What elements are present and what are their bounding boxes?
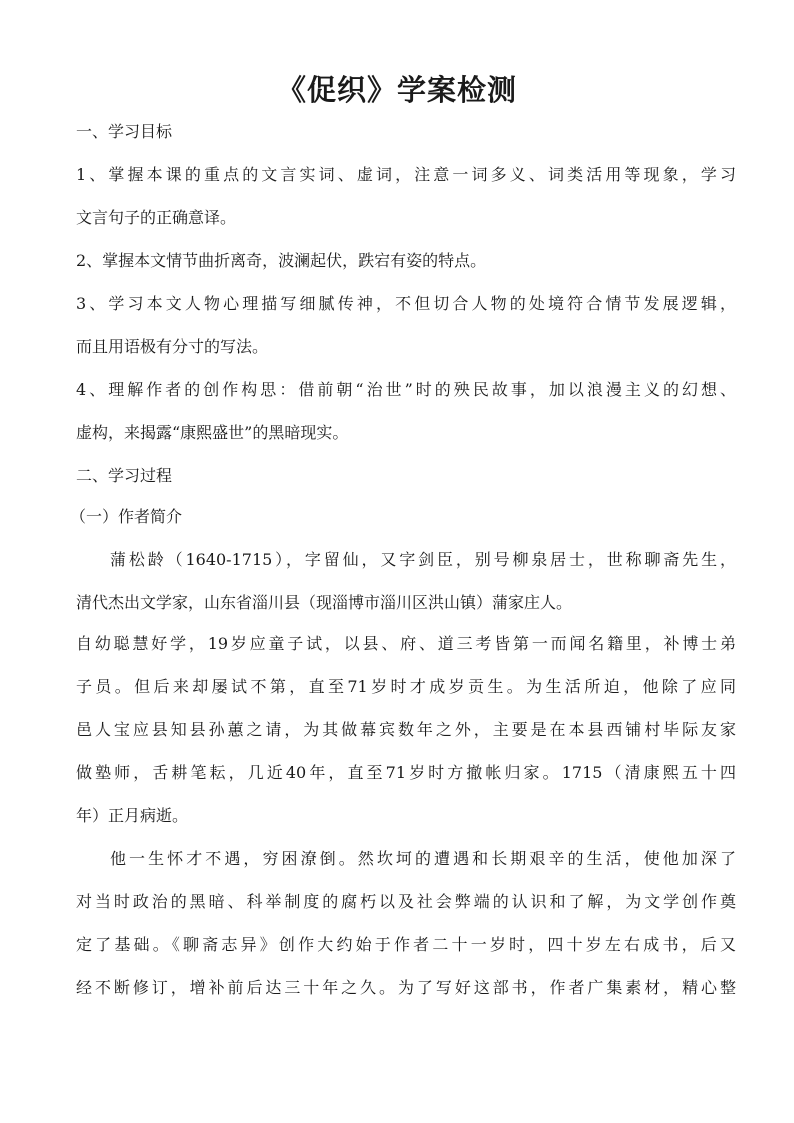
objective-3-line-2: 而且用语极有分寸的写法。	[76, 337, 269, 356]
author-paragraph-3-line-3: 定了基础。《聊斋志异》创作大约始于作者二十一岁时，四十岁左右成书，后又	[76, 935, 736, 954]
author-paragraph-3-line-1: 他一生怀才不遇，穷困潦倒。然坎坷的遭遇和长期艰辛的生活，使他加深了	[110, 849, 736, 868]
author-paragraph-2-line-3: 邑人宝应县知县孙蕙之请，为其做幕宾数年之外，主要是在本县西铺村毕际友家	[76, 720, 736, 739]
author-paragraph-2-line-1: 自幼聪慧好学，19岁应童子试，以县、府、道三考皆第一而闻名籍里，补博士弟	[76, 634, 736, 653]
author-paragraph-2-line-5: 年）正月病逝。	[76, 806, 189, 825]
objective-1-line-1: 1、掌握本课的重点的文言实词、虚词，注意一词多义、词类活用等现象，学习	[76, 165, 736, 184]
section-heading-process: 二、学习过程	[76, 466, 173, 485]
author-paragraph-3-line-2: 对当时政治的黑暗、科举制度的腐朽以及社会弊端的认识和了解，为文学创作奠	[76, 892, 736, 911]
subsection-heading-author: （一）作者简介	[70, 507, 183, 526]
author-paragraph-1-line-1: 蒲松龄（1640-1715），字留仙，又字剑臣，别号柳泉居士，世称聊斋先生，	[110, 550, 736, 569]
objective-4-line-1: 4、理解作者的创作构思：借前朝“治世”时的殃民故事，加以浪漫主义的幻想、	[76, 380, 736, 399]
objective-4-line-2: 虚构，来揭露“康熙盛世”的黑暗现实。	[76, 423, 349, 442]
author-paragraph-2-line-4: 做塾师，舌耕笔耘，几近40年，直至71岁时方撤帐归家。1715（清康熙五十四	[76, 763, 736, 782]
author-paragraph-2-line-2: 子员。但后来却屡试不第，直至71岁时才成岁贡生。为生活所迫，他除了应同	[76, 677, 736, 696]
objective-2: 2、掌握本文情节曲折离奇，波澜起伏，跌宕有姿的特点。	[76, 251, 487, 270]
author-paragraph-3-line-4: 经不断修订，增补前后达三十年之久。为了写好这部书，作者广集素材，精心整	[76, 978, 736, 997]
objective-3-line-1: 3、学习本文人物心理描写细腻传神，不但切合人物的处境符合情节发展逻辑，	[76, 294, 736, 313]
section-heading-objectives: 一、学习目标	[76, 122, 173, 141]
author-paragraph-1-line-2: 清代杰出文学家，山东省淄川县（现淄博市淄川区洪山镇）蒲家庄人。	[76, 593, 573, 612]
page-title: 《促织》学案检测	[276, 73, 517, 107]
objective-1-line-2: 文言句子的正确意译。	[76, 208, 237, 227]
